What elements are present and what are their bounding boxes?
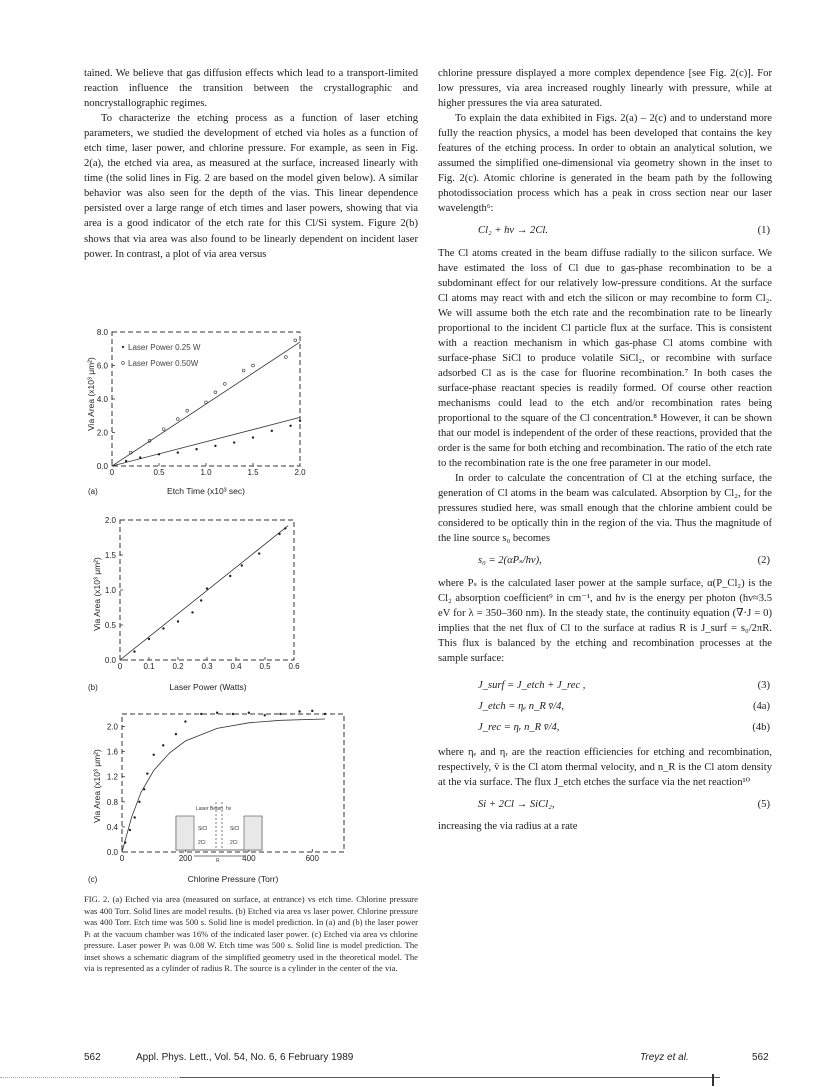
chart-2-series-0-point [311, 710, 313, 712]
figure-2a-legend-2: Laser Power 0.50W [128, 359, 199, 368]
inset-label-sicl-right: SiCl [230, 826, 240, 832]
chart-2-series-0-point [143, 788, 145, 790]
chart-0-series-1-point [158, 453, 160, 455]
figure-2a-axes [112, 332, 300, 466]
chart-1-series-0-point [148, 638, 150, 640]
footer-rule [180, 1077, 720, 1078]
chart-1-ytick-label: 1.0 [104, 586, 116, 595]
inset-label-2cl-right: 2Cl [230, 840, 238, 846]
chart-1-series-0-point [284, 527, 286, 529]
chart-1-series-0-point [278, 533, 280, 535]
chart-2-ytick-label: 2.0 [106, 722, 118, 732]
right-paragraph-2: To explain the data exhibited in Figs. 2(a) – 2(c) and to understand more fully the reaction physics, a model has been developed that contains the key features of the etching process. In order to obtain an analytical solution, we assumed the simplified one-dimensional via geometry shown in the inset to Fig. 2(c). Atomic chlorine is generated in the beam path by the following photodissociation process which has a peak in cross section near our laser wavelength⁶: [438, 113, 772, 215]
equation-1-body: Cl₂ + hν → 2Cl. [478, 225, 548, 237]
chart-0-xtick-label: 0.5 [153, 468, 165, 477]
chart-1-series-0-point [229, 575, 231, 577]
chart-1-xtick-label: 0.3 [201, 662, 213, 671]
right-paragraph-1: chlorine pressure displayed a more complex dependence [see Fig. 2(c)]. For low pressures, via area increased roughly linearly with pressure, while at higher pressures the via area saturated. [438, 68, 772, 110]
figure-2a-panel-label: (a) [88, 487, 98, 496]
chart-0-series-0-point [186, 409, 189, 412]
chart-2-series-0-point [138, 801, 140, 803]
footer-page-right: 562 [752, 1052, 769, 1063]
chart-2-series-0-point [129, 829, 131, 831]
figure-2b-panel-label: (b) [88, 683, 98, 692]
chart-2-ytick-label: 1.2 [106, 772, 118, 782]
equation-3 [438, 678, 772, 693]
chart-1-xtick-label: 0.4 [230, 662, 242, 671]
equation-4a-number: (4a) [752, 700, 770, 712]
chart-2-fit-curve [122, 719, 325, 852]
chart-1-xtick-label: 0.2 [172, 662, 184, 671]
figure-2b-ylabel: Via Area (x10³ μm²) [92, 557, 102, 631]
chart-1-ytick-label: 0.5 [104, 621, 116, 630]
figure-2a-xlabel: Etch Time (x10³ sec) [167, 486, 245, 496]
right-paragraph-6: where ηₑ and ηᵣ are the reaction efficiencies for etching and recombination, respectively, v̄ is the Cl atom thermal velocity, and n_R is the Cl atom density at the via surface. The flux J_etch etches the surface via the net reaction¹⁰ [438, 746, 772, 789]
chart-2-xtick-label: 400 [242, 854, 256, 863]
chart-2-series-0-point [153, 754, 155, 756]
figure-2a-frame [112, 332, 300, 466]
figure-2a-chart [84, 326, 418, 498]
chart-0-series-1-point [289, 425, 291, 427]
figure-caption: FIG. 2. (a) Etched via area (measured on surface, at entrance) vs etch time. Chlorine pressure was 400 Torr. Solid lines are model results. (b) Etched via area vs laser power. Chlorine pressure was 400 Torr. Etch time was 500 s. Solid line is model prediction. In (a) and (b) the laser power Pₗ at the vacuum chamber was 16% of the indicated laser power. (c) Etched via area vs chlorine pressure. Laser power Pₗ was 0.08 W. Etch time was 500 s. Solid line is model prediction. The inset shows a schematic diagram of the simplified geometry used in the theoretical model. The via is represented as a cylinder of radius R. The source is a cylinder in the center of the via. [84, 894, 418, 974]
chart-0-series-1-point [125, 460, 127, 462]
chart-0-xtick-label: 1.5 [247, 468, 259, 477]
left-paragraph-2: To characterize the etching process as a function of laser etching parameters, we studied the development of etched via holes as a function of etch time, laser power, and chlorine pressure. For example, as seen in Fig. 2(a), the etched via area, as measured at the surface, increased linearly with time (the solid lines in Fig. 2 are based on the model given below). A similar behavior was also seen for the depth of the vias. This linear dependence persisted over a large range of etch times and laser powers, showing that via area is a good indicator of the etch rate for this Cl/Si system. Figure 2(b) shows that via area was also found to be linearly dependent on incident laser power. In contrast, a plot of via area versus [84, 113, 418, 260]
right-paragraph-7: increasing the via radius at a rate [438, 821, 578, 833]
chart-0-series-0-point [162, 428, 165, 431]
inset-label-r: R [216, 858, 220, 864]
equation-5 [438, 797, 772, 812]
right-paragraph-4: In order to calculate the concentration of Cl at the etching surface, the generation of Cl atoms in the beam was calculated. Absorption by Cl₂, for the pressures studied here, was small enough that the chlorine ambient could be considered to be optically thin in the region of the via. Thus the magnitude of the line source s₀ becomes [438, 473, 772, 545]
equation-4a-body: J_etch = ηₑ n_R v̄/4, [478, 700, 565, 712]
figure-2c-chart [84, 706, 418, 886]
chart-2-series-0-point [162, 744, 164, 746]
chart-2-xtick-label: 200 [178, 854, 193, 863]
chart-2-ytick-label: 0.4 [106, 822, 118, 832]
equation-2-number: (2) [757, 555, 770, 567]
figure-2c-ylabel: Via Area (x10³ μm²) [92, 749, 102, 823]
chart-0-series-0-point [242, 369, 245, 372]
chart-0-ytick-label: 4.0 [96, 395, 108, 404]
chart-0-series-1-point [271, 430, 273, 432]
chart-1-series-0-point [258, 552, 260, 554]
chart-1-series-0-point [133, 650, 135, 652]
footer-journal: Appl. Phys. Lett., Vol. 54, No. 6, 6 February 1989 [136, 1052, 354, 1063]
chart-0-xtick-label: 1.0 [200, 468, 212, 477]
chart-0-xtick-label: 0 [109, 468, 115, 477]
chart-2-series-0-point [124, 841, 126, 843]
chart-0-series-0-point [223, 383, 226, 386]
chart-0-series-1-point [214, 445, 216, 447]
chart-0-ytick-label: 0.0 [96, 462, 108, 471]
chart-0-series-1-point [139, 456, 141, 458]
equation-2 [438, 553, 772, 568]
chart-2-series-0-point [232, 713, 234, 715]
chart-0-series-0-point [252, 364, 255, 367]
chart-0-series-1-point [233, 441, 235, 443]
equation-group-3-4 [438, 678, 772, 735]
equation-3-body: J_surf = J_etch + J_rec , [478, 679, 586, 691]
chart-0-series-0-point [294, 339, 297, 342]
chart-2-series-0-point [133, 816, 135, 818]
chart-1-series-0-point [177, 620, 179, 622]
figure-2b-xlabel: Laser Power (Watts) [169, 682, 247, 692]
chart-1-series-0-fit-line [120, 526, 288, 660]
figure-2c-panel-label: (c) [88, 875, 98, 884]
equation-5-number: (5) [757, 799, 770, 811]
chart-2-series-0-point [324, 713, 326, 715]
figure-2a-legend-1: Laser Power 0.25 W [128, 343, 201, 352]
chart-2-ytick-label: 0.0 [106, 848, 118, 857]
chart-2-series-0-point [279, 713, 281, 715]
chart-1-xtick-label: 0.1 [143, 662, 155, 671]
chart-2-xtick-label: 0 [119, 854, 125, 863]
inset-label-sicl-left: SiCl [198, 826, 208, 832]
chart-1-series-0-point [206, 587, 208, 589]
equation-2-body: s₀ = 2(αPₛ/hν), [478, 555, 542, 567]
figure-2c-xlabel: Chlorine Pressure (Torr) [187, 874, 279, 884]
figure-2a-ylabel: Via Area (x10³ μm²) [86, 357, 96, 431]
chart-2-series-0-point [146, 772, 148, 774]
chart-0-series-0-point [205, 401, 208, 404]
inset-label-hv: hν [226, 806, 232, 812]
chart-2-series-0-point [298, 710, 300, 712]
chart-0-ytick-label: 6.0 [96, 361, 108, 371]
chart-0-ytick-label: 8.0 [96, 328, 108, 337]
figure-2a-legend-marker-2 [122, 362, 125, 365]
right-paragraph-5: where Pₛ is the calculated laser power at the sample surface, α(P_Cl₂) is the Cl₂ absorption coefficient⁹ in cm⁻¹, and hν is the energy per photon (hν≈3.5 eV for λ = 350–360 nm). In the steady state, the continuity equation (∇·J = 0) implies that the net flux of Cl to the surface at radius R is J_surf = s₀/2πR. This flux is balanced by the etching and recombination processes at the sample surface: [438, 577, 772, 664]
chart-1-xtick-label: 0.5 [259, 662, 271, 671]
figure-2a-legend-marker-1 [122, 346, 124, 348]
inset-wall-right [244, 816, 262, 850]
chart-1-series-0-point [241, 564, 243, 566]
chart-1-series-0-point [191, 611, 193, 613]
chart-1-series-0-point [162, 627, 164, 629]
chart-2-ytick-label: 0.8 [106, 797, 118, 807]
left-paragraph-1: tained. We believe that gas diffusion effects which lead to a transport-limited reaction influence the transition between the crystallographic and noncrystallographic regimes. [84, 68, 418, 110]
chart-2-series-0-point [184, 720, 186, 722]
chart-1-ytick-label: 2.0 [104, 516, 116, 525]
chart-0-series-1-point [177, 451, 179, 453]
chart-2-series-0-point [175, 733, 177, 735]
chart-0-series-0-point [176, 418, 179, 421]
right-column [438, 66, 772, 834]
equation-1-number: (1) [757, 225, 770, 237]
chart-1-xtick-label: 0 [117, 662, 123, 671]
equation-3-number: (3) [757, 679, 770, 691]
chart-0-series-0-point [214, 391, 217, 394]
inset-label-laser: Laser Beam [196, 806, 223, 812]
chart-2-series-0-point [264, 714, 266, 716]
equation-1 [438, 223, 772, 238]
equation-5-body: Si + 2Cl → SiCl₂, [478, 799, 555, 811]
left-column [84, 66, 418, 262]
chart-0-series-0-point [285, 356, 288, 359]
chart-0-series-1-point [252, 436, 254, 438]
chart-2-series-0-point [248, 712, 250, 714]
figure-2b-chart [84, 514, 418, 694]
chart-2-series-0-point [200, 713, 202, 715]
footer-page-left: 562 [84, 1052, 101, 1063]
chart-1-series-0-point [200, 599, 202, 601]
chart-0-ytick-label: 2.0 [96, 428, 108, 438]
page-footer [84, 1052, 772, 1066]
inset-label-2cl-left: 2Cl [198, 840, 206, 846]
footer-authors: Treyz et al. [640, 1052, 689, 1063]
chart-2-xtick-label: 600 [305, 854, 319, 863]
chart-0-series-1-point [195, 448, 197, 450]
footer-tick-mark [712, 1074, 714, 1086]
chart-2-ytick-label: 1.6 [106, 747, 118, 757]
chart-1-xtick-label: 0.6 [288, 662, 300, 671]
right-paragraph-3: The Cl atoms created in the beam diffuse radially to the silicon surface. We have estimated the loss of Cl due to gas-phase recombination to be a subdominant effect for our relatively low-pressure conditions. At the surface Cl atoms may react with and etch the silicon or may recombine to form Cl₂. We will assume both the etch rate and the recombination rate to be linearly proportional to the incident Cl particle flux at the surface. This is consistent with a reaction mechanism in which gas-phase Cl atoms combine with surface-phase SiCl to produce volatile SiCl₂, or recombine with surface adsorbed Cl as is the case for fluorine recombination.⁷ In both cases the surface-phase reactant species is readily formed. Of course other reaction mechanisms could lead to the etch and/or recombination rates being proportional to the square of the Cl concentration.⁸ However, it can be shown that our model is independent of the order of these reactions, provided that the order is the same for both etching and recombination. The ratio of the etch rate to the recombination rate is the one free parameter in our model. [438, 247, 772, 470]
chart-2-series-0-point [216, 712, 218, 714]
footer-dotted-rule [0, 1077, 180, 1078]
chart-1-ytick-label: 1.5 [104, 551, 116, 560]
equation-4b-number: (4b) [752, 721, 770, 733]
chart-1-ytick-label: 0.0 [104, 656, 116, 665]
chart-0-series-1-point [299, 420, 301, 422]
equation-4a [438, 699, 772, 714]
equation-4b [438, 720, 772, 735]
chart-0-xtick-label: 2.0 [294, 468, 306, 477]
inset-wall-left [176, 816, 194, 850]
equation-4b-body: J_rec = ηᵣ n_R v̄/4, [478, 721, 560, 733]
